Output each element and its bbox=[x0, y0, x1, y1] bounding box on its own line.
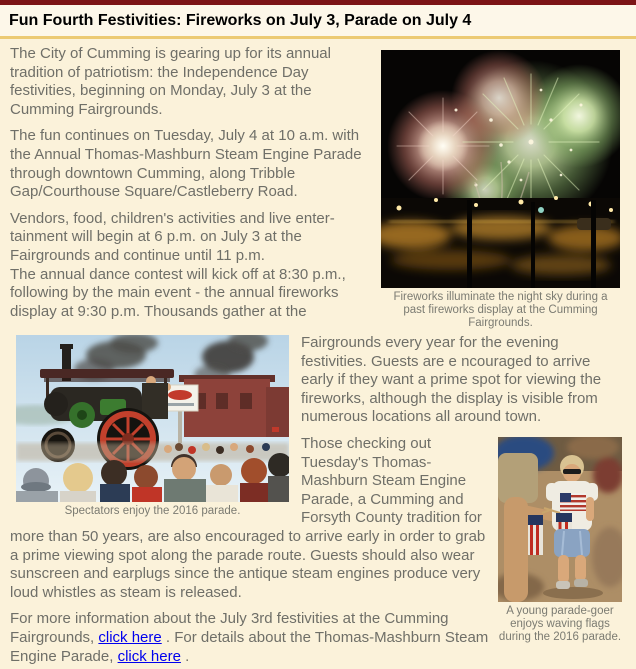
article-header bbox=[0, 5, 636, 39]
paragraph-vendors: Vendors, food, children's activities and live enter-tainment will begin at 6 p.m. on July 3 at the Fairgrounds and continue until 11 p.m. bbox=[10, 209, 335, 264]
parade-photo bbox=[16, 335, 289, 502]
paragraph-dance-contest: The annual dance contest will kick off at 8:30 p.m., following by the main event - the annual fireworks display at 9:30 p.m. Thousands gather at the bbox=[10, 265, 346, 320]
parade-figure bbox=[16, 335, 289, 518]
child-caption: A young parade-goer enjoys waving flags during the 2016 parade. bbox=[498, 604, 622, 643]
paragraph-parade-info: The fun continues on Tuesday, July 4 at 10 a.m. with the Annual Thomas-Mashburn Steam Engine Parade through downtown Cumming, along Tribble Gap/Courthouse Square/Castleberry Road. bbox=[10, 127, 362, 201]
parade-link[interactable]: click here bbox=[117, 647, 181, 665]
parade-caption: Spectators enjoy the 2016 parade. bbox=[64, 505, 241, 518]
child-figure bbox=[498, 437, 622, 644]
page-title: Fun Fourth Festivities: Fireworks on July 3, Parade on July 4 bbox=[9, 12, 472, 29]
article-body bbox=[0, 39, 636, 666]
paragraph-checking-out: Those checking out Tuesday's Thomas-Mashburn Steam Engine Parade, a Cumming and Forsyth County tradition for more than 50 years, are also encouraged to arrive early in order to grab a prime viewing spot along the parade route. Guests should also wear sunscreen and earplugs since the antique steam engines produce very loud whistles as steam is released. bbox=[10, 434, 486, 601]
closing-text-1: For more information about the July 3rd festivities at the Cumming Fairgrounds, bbox=[10, 610, 449, 646]
child-photo bbox=[498, 437, 622, 602]
fireworks-photo bbox=[381, 50, 620, 288]
closing-text-3: . bbox=[180, 647, 190, 665]
paragraph-intro: The City of Cumming is gearing up for its annual tradition of patriotism: the Independence Day festivities, beginning on Monday, July 3 at the Cumming Fairgrounds. bbox=[10, 45, 331, 118]
fairgrounds-link[interactable]: click here bbox=[98, 628, 162, 646]
paragraph-fairgrounds-evening: Fairgrounds every year for the evening festivities. Guests are e ncouraged to arrive early if they want a prime spot for viewing the fireworks, although the display is visible from numerous locations all around town. bbox=[301, 334, 602, 426]
fireworks-caption: Fireworks illuminate the night sky during a past fireworks display at the Cumming Fairgrounds. bbox=[393, 291, 608, 329]
closing-text-2: . For details about the Thomas-Mashburn Steam Engine Parade, bbox=[10, 628, 489, 665]
fireworks-figure bbox=[381, 50, 620, 330]
